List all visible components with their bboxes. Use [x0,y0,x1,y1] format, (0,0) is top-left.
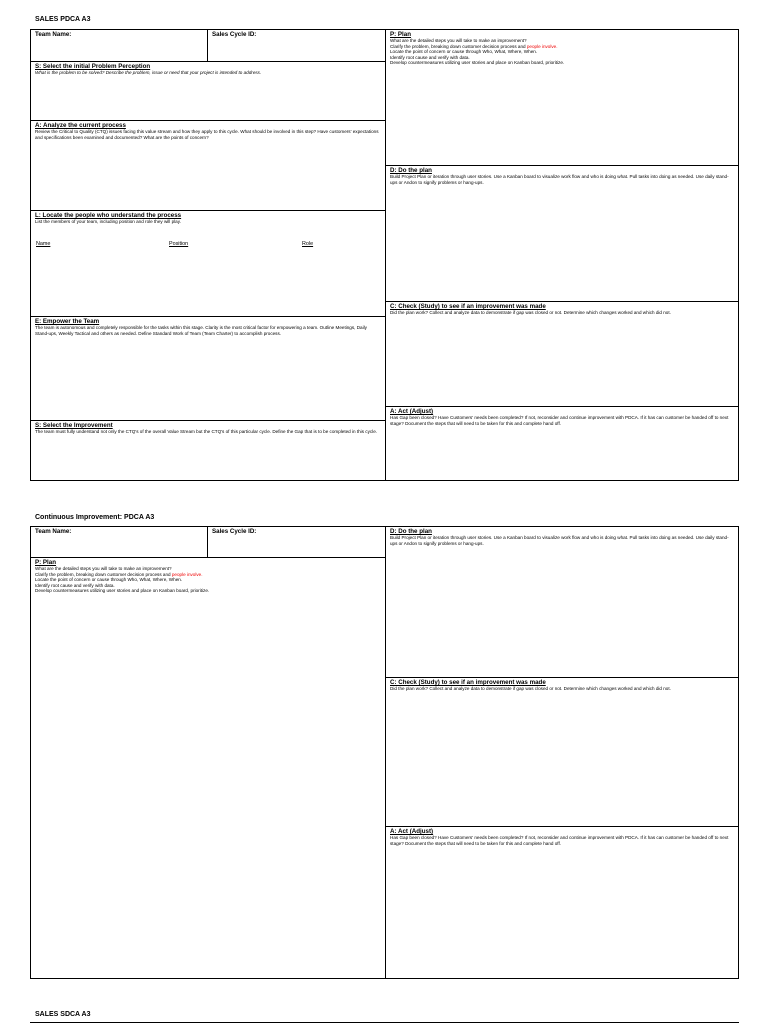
section-description: What is the problem to be solved? Describe the problem, issue or need that your project is intended to address. [35,70,262,75]
section-heading: D: Do the plan [390,528,432,535]
sales-cycle-id-label: Sales Cycle ID: [212,31,257,38]
plan-line-5: Develop countermeasures utilizing user stories and place on Kanban board, prioritize. [35,588,210,594]
plan-line-1: What are the detailed steps you will take to make an improvement? [35,566,172,571]
section-description: Did the plan work? Collect and analyze data to demonstrate if gap was closed or not. Determine which changes worked and which did not. [390,310,671,315]
col-role-label: Role [302,241,314,247]
section-heading: S: Select the initial Problem Perception [35,63,151,70]
plan-line-2-text: Clarify the problem, breaking down customer decision process and [35,571,172,577]
plan-line-3: Locate the point of concern or cause through Who, What, Where, When. [390,49,538,55]
sheet1-select-problem-section[interactable] [31,62,385,121]
plan-line-5: Develop countermeasures utilizing user stories and place on Kanban board, prioritize. [390,60,565,66]
section-heading: A: Analyze the current process [35,122,126,129]
section-description: The team is autonomous and completely responsible for the tasks within this stage. Clarity is the most critical factor for empowering a team. Outline Meetings, Daily Stand-ups, Weekly Tactical and others as needed. Define Standard Work of Team (Team Charter) to accomplish process. [35,325,367,336]
sheet1-analyze-section[interactable] [31,121,385,211]
sheet1-do-section[interactable] [385,166,738,302]
section-description: Did the plan work? Collect and analyze data to demonstrate if gap was closed or not. Determine which changes worked and which did not. [390,686,671,691]
section-heading: A: Act (Adjust) [390,828,434,835]
plan-line-2-highlight: people involve. [526,43,558,49]
section-heading: D: Do the plan [390,167,432,174]
sheet3-title: SALES SDCA A3 [35,1011,91,1018]
sheet2-title: Continuous Improvement: PDCA A3 [35,514,155,521]
section-heading: S: Select the Improvement [35,422,113,429]
section-description: The team must fully understand not only the CTQ's of the overall Value Stream but the CTQ's of this particular cycle. Define the Gap that is to be completed in this cycle. [35,429,378,434]
section-description: Build Project Plan or iteration through user stories. Use a Kanban board to visualize work flow and who is doing what. Pull tasks into doing as needed. Use daily stand-ups or Andon to signify problems or hang-ups. [390,535,729,546]
plan-line-3: Locate the point of concern or cause through Who, What, Where, When. [35,577,183,583]
sheet1-title: SALES PDCA A3 [35,16,91,23]
section-heading: A: Act (Adjust) [390,408,434,415]
plan-line-4: Identify root cause and verify with data. [35,582,115,588]
sheet2-sales-cycle-cell[interactable] [208,527,385,558]
section-description: List the members of your team, including position and role they will play. [35,219,181,224]
sales-cycle-id-label: Sales Cycle ID: [212,528,257,535]
col-position-label: Position [169,241,189,247]
sheet1-team-name-cell[interactable] [31,30,208,62]
plan-line-2-highlight: people involve. [171,571,203,577]
sheet1-plan-section[interactable] [385,30,738,166]
sheet1-act-section[interactable] [385,407,738,480]
section-heading: C: Check (Study) to see if an improvement was made [390,679,546,686]
section-heading: P: Plan [35,559,56,566]
sheet1-check-section[interactable] [385,302,738,407]
plan-line-1: What are the detailed steps you will take to make an improvement? [390,38,527,43]
sheet1-select-improvement-section[interactable] [31,421,385,480]
sheet2-team-name-cell[interactable] [31,527,208,558]
sheet2-act-section[interactable] [385,827,738,978]
section-heading: P: Plan [390,31,411,38]
section-description: Has Gap been closed? Have Customers' needs been completed? If not, reconsider and continue improvement with PDCA. If it has can customer be handed off to next stage? Document the steps that will need to be taken for this and complete hand off. [390,835,729,846]
sheet1-form [30,29,739,481]
team-name-label: Team Name: [35,528,72,535]
section-heading: L: Locate the people who understand the process [35,212,182,219]
sheet1-empower-section[interactable] [31,317,385,421]
section-description: Review the Critical to Quality (CTQ) issues facing this value stream and how they apply to this cycle. What should be involved in this step? Have customers' expectations and specifications been examined and documented? What are the points of concern? [35,129,379,140]
sheet1-sales-cycle-cell[interactable] [208,30,385,62]
section-description: Build Project Plan or iteration through user stories. Use a Kanban board to visualize work flow and who is doing what. Pull tasks into doing as needed. Use daily stand-ups or Andon to signify problems or hang-ups. [390,174,729,185]
section-heading: E: Empower the Team [35,318,100,325]
plan-line-4: Identify root cause and verify with data. [390,54,470,60]
plan-line-2-text: Clarify the problem, breaking down customer decision process and [390,43,527,49]
sheet2-form [30,526,739,979]
sheet1-locate-section[interactable] [31,211,385,317]
team-name-label: Team Name: [35,31,72,38]
sheet2-plan-section[interactable] [31,558,385,978]
section-heading: C: Check (Study) to see if an improvement was made [390,303,546,310]
section-description: Has Gap been closed? Have Customers' needs been completed? If not, reconsider and continue improvement with PDCA. If it has can customer be handed off to next stage? Document the steps that will need to be taken for this and complete hand off. [390,415,729,426]
sheet2-do-section[interactable] [385,527,738,678]
col-name-label: Name [36,241,51,247]
sheet2-check-section[interactable] [385,678,738,827]
